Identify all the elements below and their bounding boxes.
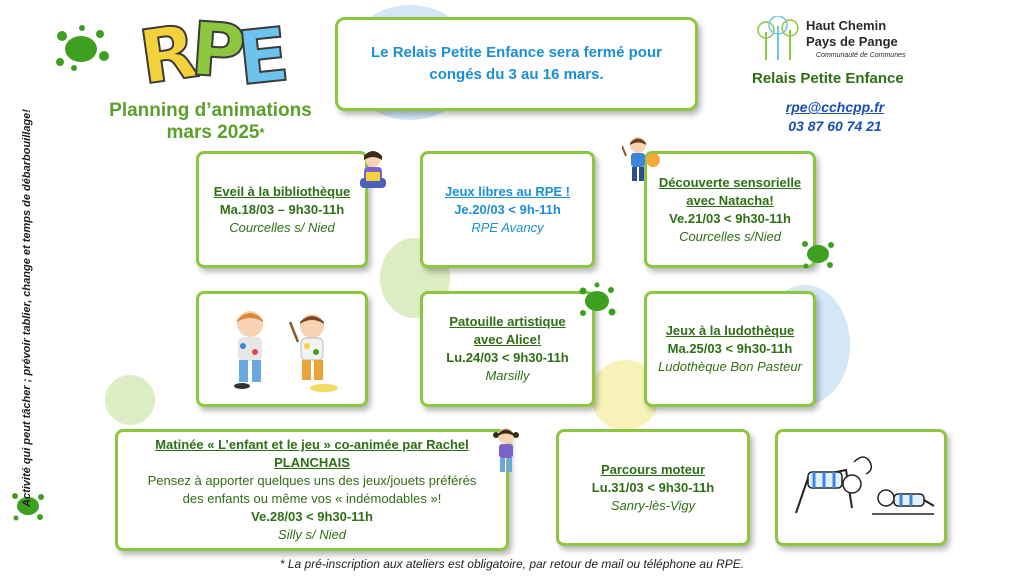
event-card-sensorielle: [644, 151, 816, 268]
event-title: Jeux libres au RPE !: [445, 183, 570, 199]
image-card-children-painting: [196, 291, 368, 407]
event-place: Courcelles s/Nied: [679, 228, 781, 244]
event-date: Ve.28/03 < 9h30-11h: [251, 509, 373, 524]
bg-bubble: [105, 375, 155, 425]
page-title-star: *: [259, 125, 265, 140]
contact-email[interactable]: rpe@cchcpp.fr: [785, 99, 885, 115]
contact-phone: 03 87 60 74 21: [788, 118, 882, 134]
event-card-bibliotheque: [196, 151, 368, 268]
rpe-letter-e: E: [233, 11, 293, 103]
event-place: Courcelles s/ Nied: [229, 219, 335, 235]
closure-notice-line1: Le Relais Petite Enfance sera fermé pour: [371, 44, 662, 61]
footer-note: * La pré-inscription aux ateliers est obligatoire, par retour de mail ou téléphone au RPE.: [279, 557, 745, 571]
rpe-letter-p: P: [188, 6, 249, 96]
event-date: Lu.31/03 < 9h30-11h: [591, 479, 715, 495]
paint-splash-icon: [52, 22, 110, 74]
event-card-parcours: [556, 429, 750, 546]
event-title: Jeux à la ludothèque: [665, 323, 795, 338]
event-title: Découverte sensorielle avec Natacha!: [658, 174, 802, 208]
child-standing-icon: [491, 426, 521, 476]
paint-splash-icon: [577, 282, 617, 320]
event-title: Patouille artistique avec Alice!: [449, 314, 566, 347]
child-painter-icon: [622, 134, 662, 188]
closure-notice: [335, 17, 698, 111]
event-date: Ve.21/03 < 9h30-11h: [669, 210, 791, 226]
side-note: Activité qui peut tâcher ; prévoir tablier, change et temps de débarbouillage!: [21, 109, 33, 507]
event-card-matinee: [115, 429, 509, 551]
children-painting-icon: [212, 302, 352, 397]
event-place: Ludothèque Bon Pasteur: [658, 359, 802, 374]
event-place: RPE Avancy: [471, 219, 544, 235]
logo-brand: Relais Petite Enfance: [752, 70, 904, 87]
event-place: Silly s/ Nied: [278, 527, 346, 542]
image-card-exercise: [775, 429, 947, 546]
logo-sub: Communauté de Communes: [816, 52, 906, 59]
event-card-jeux-libres: [420, 151, 595, 268]
logo-line1: Haut Chemin: [806, 18, 887, 33]
event-date: Je.20/03 < 9h-11h: [454, 201, 561, 217]
event-title: Parcours moteur: [600, 461, 706, 477]
event-date: Ma.18/03 – 9h30-11h: [219, 201, 345, 217]
page-title-line1: Planning d’animations: [109, 100, 312, 121]
event-description: Pensez à apporter quelques uns des jeux/jouets préférés des enfants ou même vos « indémodables »!: [147, 473, 477, 506]
children-exercise-icon: [786, 448, 936, 528]
event-card-patouille: [420, 291, 595, 407]
page-title-line2: [113, 122, 318, 144]
event-title: Eveil à la bibliothèque: [213, 183, 351, 199]
logo-line2: Pays de Pange: [806, 34, 898, 49]
event-place: Marsilly: [485, 368, 530, 383]
page-title-month: mars 2025: [166, 122, 260, 143]
event-card-ludotheque: [644, 291, 816, 407]
event-place: Sanry-lès-Vigy: [610, 497, 696, 513]
event-date: Ma.25/03 < 9h30-11h: [667, 341, 793, 356]
event-title: Matinée « L’enfant et le jeu » co-animée par Rachel PLANCHAIS: [155, 437, 469, 470]
rpe-letter-r: R: [134, 8, 203, 102]
paint-splash-icon: [800, 236, 836, 272]
logo: [752, 14, 922, 94]
child-reading-icon: [354, 148, 392, 194]
event-date: Lu.24/03 < 9h30-11h: [446, 350, 569, 365]
closure-notice-line2: congés du 3 au 16 mars.: [429, 66, 604, 83]
page-title: [103, 100, 318, 144]
trees-logo-icon: [756, 16, 802, 62]
